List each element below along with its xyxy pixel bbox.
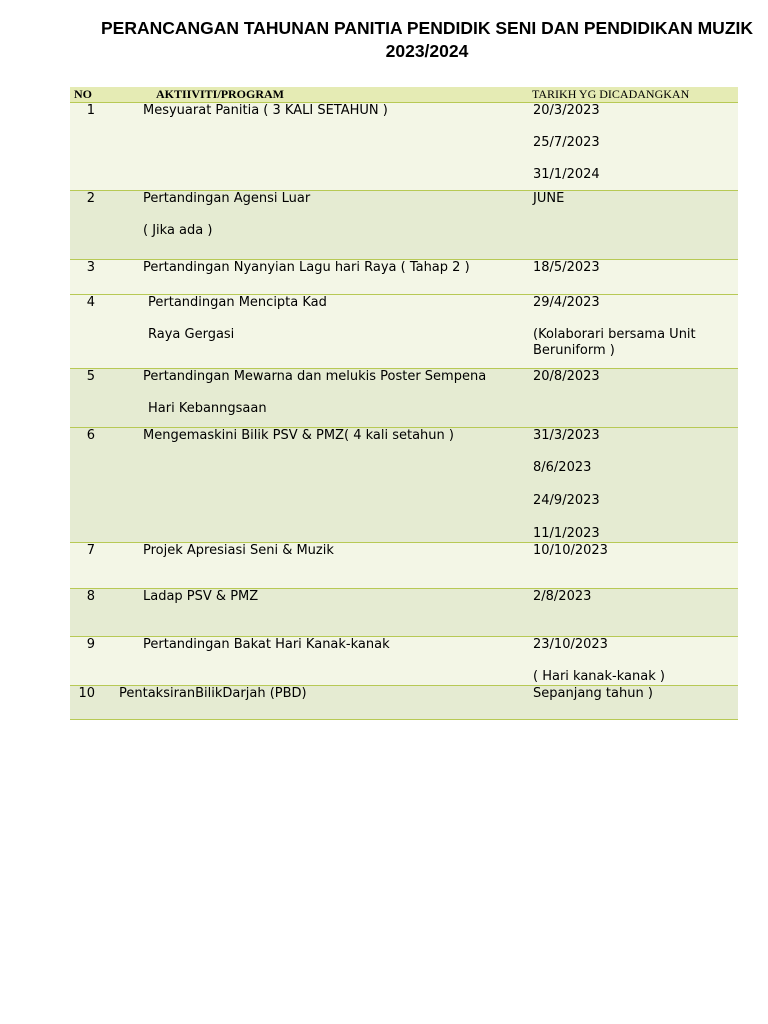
table-row xyxy=(70,543,738,589)
date-text: ( Hari kanak-kanak ) xyxy=(533,669,665,684)
date-text: 31/3/2023 xyxy=(533,428,600,443)
date-text: 20/3/2023 xyxy=(533,103,600,118)
activity-text: Pertandingan Mencipta Kad xyxy=(148,295,327,310)
date-text: 10/10/2023 xyxy=(533,543,608,558)
date-text: JUNE xyxy=(533,191,565,206)
date-text: 31/1/2024 xyxy=(533,167,600,182)
activity-table xyxy=(70,87,738,720)
row-number: 8 xyxy=(70,589,106,637)
date-text: 25/7/2023 xyxy=(533,135,600,150)
row-activity xyxy=(106,295,532,369)
row-dates xyxy=(532,637,738,686)
table-row xyxy=(70,589,738,637)
activity-text: Pertandingan Bakat Hari Kanak-kanak xyxy=(143,637,390,652)
row-number: 7 xyxy=(70,543,106,589)
activity-text: PentaksiranBilikDarjah (PBD) xyxy=(119,686,307,701)
row-dates xyxy=(532,260,738,295)
row-number: 4 xyxy=(70,295,106,369)
activity-text: Hari Kebanngsaan xyxy=(148,401,267,416)
date-text: 8/6/2023 xyxy=(533,460,592,475)
row-dates xyxy=(532,295,738,369)
table-row xyxy=(70,103,738,191)
row-dates xyxy=(532,686,738,720)
header-no: NO xyxy=(70,87,106,103)
row-number: 10 xyxy=(70,686,106,720)
date-text: 20/8/2023 xyxy=(533,369,600,384)
date-text: (Kolaborari bersama Unit Beruniform ) xyxy=(533,327,696,358)
row-number: 1 xyxy=(70,103,106,191)
activity-text: Ladap PSV & PMZ xyxy=(143,589,259,604)
row-activity xyxy=(106,103,532,191)
activity-text: Pertandingan Agensi Luar xyxy=(143,191,311,206)
table-row xyxy=(70,295,738,369)
table-row xyxy=(70,637,738,686)
activity-text: Mesyuarat Panitia ( 3 KALI SETAHUN ) xyxy=(143,103,388,118)
date-text: 11/1/2023 xyxy=(533,526,600,541)
date-text: 23/10/2023 xyxy=(533,637,608,652)
activity-text: Mengemaskini Bilik PSV & PMZ( 4 kali setahun ) xyxy=(143,428,454,443)
row-activity xyxy=(106,428,532,543)
row-activity xyxy=(106,589,532,637)
table-row xyxy=(70,428,738,543)
date-text: 24/9/2023 xyxy=(533,493,600,508)
row-dates xyxy=(532,428,738,543)
header-date: TARIKH YG DICADANGKAN xyxy=(532,87,738,103)
date-text: 18/5/2023 xyxy=(533,260,600,275)
activity-text: Pertandingan Mewarna dan melukis Poster Sempena xyxy=(143,369,487,384)
row-dates xyxy=(532,191,738,260)
table-row xyxy=(70,260,738,295)
row-activity xyxy=(106,637,532,686)
row-activity xyxy=(106,260,532,295)
row-activity xyxy=(106,543,532,589)
activity-text: Projek Apresiasi Seni & Muzik xyxy=(143,543,334,558)
activity-text: Raya Gergasi xyxy=(148,327,235,342)
row-activity xyxy=(106,686,532,720)
page-title xyxy=(0,17,768,63)
row-number: 3 xyxy=(70,260,106,295)
row-number: 2 xyxy=(70,191,106,260)
row-dates xyxy=(532,103,738,191)
row-dates xyxy=(532,543,738,589)
date-text: 29/4/2023 xyxy=(533,295,600,310)
title-line-2: 2023/2024 xyxy=(385,41,469,61)
header-activity: AKTIIVITI/PROGRAM xyxy=(106,87,532,103)
row-dates xyxy=(532,369,738,428)
table-row xyxy=(70,191,738,260)
table-row xyxy=(70,369,738,428)
row-number: 6 xyxy=(70,428,106,543)
date-text: Sepanjang tahun ) xyxy=(533,686,653,701)
table-row xyxy=(70,686,738,720)
row-activity xyxy=(106,191,532,260)
row-number: 5 xyxy=(70,369,106,428)
date-text: 2/8/2023 xyxy=(533,589,592,604)
row-number: 9 xyxy=(70,637,106,686)
row-activity xyxy=(106,369,532,428)
activity-text: Pertandingan Nyanyian Lagu hari Raya ( Tahap 2 ) xyxy=(143,260,470,275)
row-dates xyxy=(532,589,738,637)
activity-text: ( Jika ada ) xyxy=(143,223,213,238)
table-header-row xyxy=(70,87,738,103)
title-line-1: PERANCANGAN TAHUNAN PANITIA PENDIDIK SENI DAN PENDIDIKAN MUZIK xyxy=(100,18,754,38)
